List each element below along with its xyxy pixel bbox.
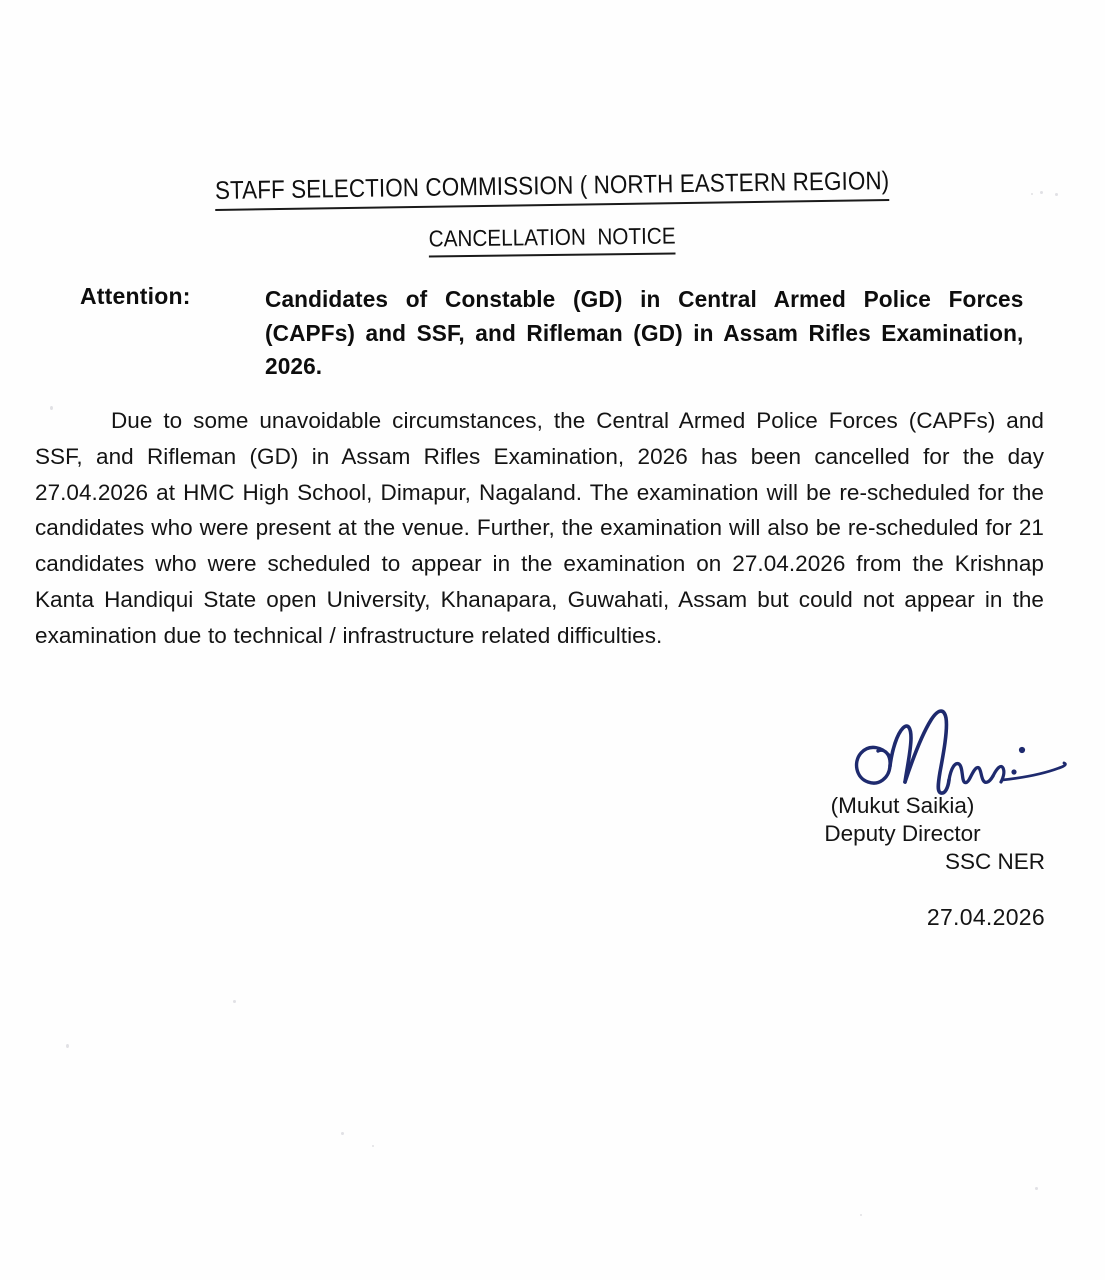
organisation-heading bbox=[0, 164, 1105, 214]
attention-text: Candidates of Constable (GD) in Central Armed Police Forces (CAPFs) and SSF, and Rifleman (GD) in Assam Rifles Examination, 2026. bbox=[265, 286, 1024, 379]
notice-title-text: CANCELLATION NOTICE bbox=[429, 222, 676, 257]
attention-block bbox=[80, 283, 1035, 384]
scan-speck bbox=[372, 1145, 374, 1147]
attention-label: Attention: bbox=[80, 283, 191, 309]
scan-speck bbox=[860, 1214, 862, 1216]
scan-speck bbox=[66, 1044, 69, 1048]
scan-speck bbox=[341, 1132, 344, 1135]
notice-date: 27.04.2026 bbox=[926, 904, 1045, 930]
scan-speck bbox=[1035, 1187, 1038, 1190]
signatory-office: SSC NER bbox=[944, 849, 1045, 874]
signatory-designation: Deputy Director bbox=[824, 821, 981, 846]
organisation-heading-text: STAFF SELECTION COMMISSION ( NORTH EASTERN REGION) bbox=[215, 167, 890, 211]
notice-title-heading bbox=[0, 217, 1105, 262]
signatory-name: (Mukut Saikia) bbox=[830, 793, 975, 818]
notice-body-paragraph: Due to some unavoidable circumstances, the Central Armed Police Forces (CAPFs) and SSF, and Rifleman (GD) in Assam Rifles Examination, 2026 has been cancelled for the day 27.04.2026 at HMC High School, Dimapur, Nagaland. The examination will be re-scheduled for the candidates who were present at the venue. Further, the examination will also be re-scheduled for 21 candidates who were scheduled to appear in the examination on 27.04.2026 from the Krishnap Kanta Handiqui State open University, Khanapara, Guwahati, Assam but could not appear in the examination due to technical / infrastructure related difficulties. bbox=[35, 408, 1044, 648]
scan-speck bbox=[233, 1000, 236, 1003]
